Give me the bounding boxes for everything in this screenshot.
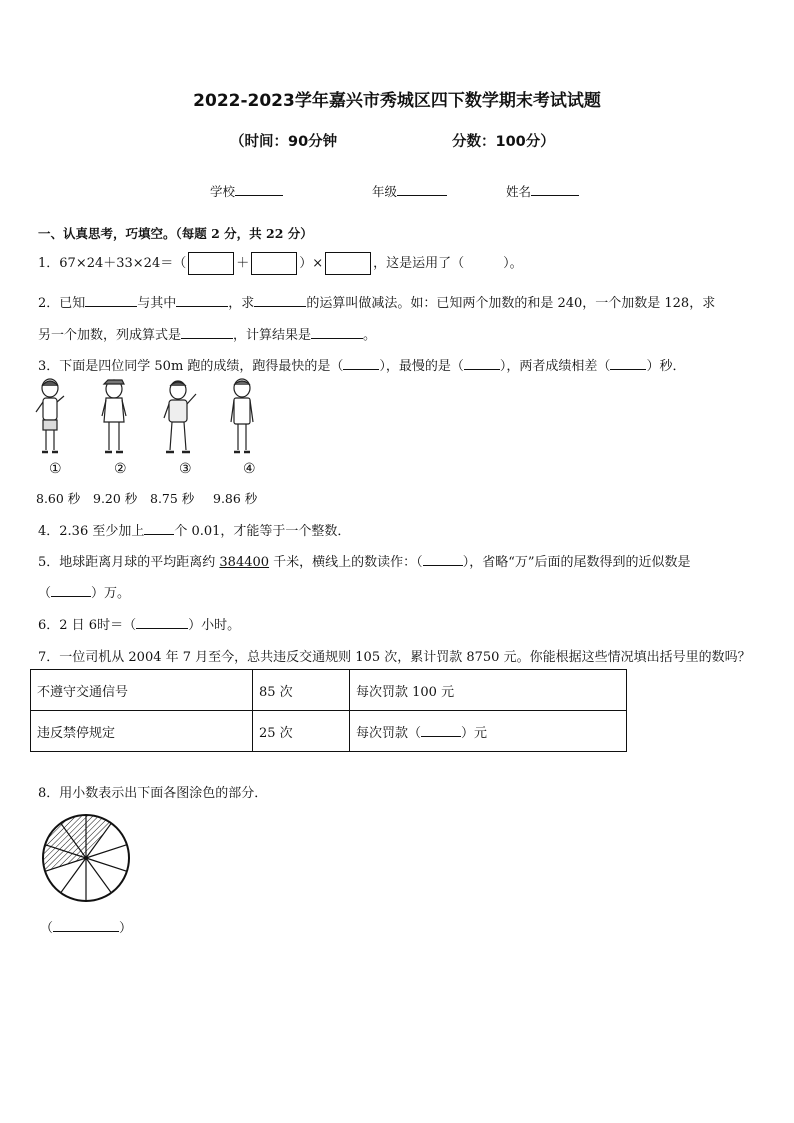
question-5-line-2 <box>38 582 130 601</box>
q3-text: ）秒． <box>646 359 686 374</box>
student-time-4: 9.86 秒 <box>213 491 258 506</box>
question-2-line-2 <box>38 324 376 343</box>
question-3 <box>38 355 685 374</box>
q3-blank-2[interactable] <box>464 357 500 370</box>
question-7: 7．一位司机从 2004 年 7 月至今，总共违反交通规则 105 次，累计罚款 8750 元。你能根据这些情况填出括号里的数吗？ <box>38 650 751 665</box>
q6-text: ）小时。 <box>188 618 241 633</box>
q1-box-2[interactable] <box>251 252 297 275</box>
q2-text: 与其中 <box>137 296 177 311</box>
q3-blank-1[interactable] <box>343 357 379 370</box>
student-label-4: ④ <box>243 461 256 477</box>
student-time-2: 9.20 秒 <box>93 491 138 506</box>
q7-fine-text: 每次罚款（ <box>356 725 422 741</box>
table-cell: 不遵守交通信号 <box>31 670 253 711</box>
q5-text: （ <box>38 586 52 601</box>
q5-blank-1[interactable] <box>423 553 463 566</box>
student-time-1: 8.60 秒 <box>36 491 81 506</box>
q5-underlined-number: 384400 <box>219 555 270 570</box>
student-label-1: ① <box>49 461 62 477</box>
table-cell <box>350 711 627 752</box>
students-illustration <box>28 378 278 458</box>
q5-blank-2[interactable] <box>51 584 91 597</box>
student-label-2: ② <box>114 461 127 477</box>
q2-text: 2．已知 <box>38 296 86 311</box>
q1-box-1[interactable] <box>188 252 234 275</box>
student-time-3: 8.75 秒 <box>150 491 195 506</box>
name-field[interactable] <box>506 182 579 200</box>
q2-text: 另一个加数，列成算式是 <box>38 328 182 343</box>
q3-text: 3．下面是四位同学 50m 跑的成绩，跑得最快的是（ <box>38 359 344 374</box>
exam-score: 分数：100分） <box>452 134 555 150</box>
q1-text-pre: 1．67×24＋33×24＝（ <box>38 256 187 271</box>
shaded-circle-figure <box>40 812 132 904</box>
question-6 <box>38 614 240 633</box>
student-label-3: ③ <box>179 461 192 477</box>
school-field[interactable] <box>210 182 283 200</box>
q1-box-3[interactable] <box>325 252 371 275</box>
q2-blank-1[interactable] <box>85 294 137 307</box>
q4-blank[interactable] <box>144 522 174 535</box>
grade-label: 年级 <box>372 184 398 199</box>
q3-text: ），最慢的是（ <box>379 359 464 374</box>
q1-plus: ＋ <box>236 256 250 271</box>
q8-answer <box>40 917 132 936</box>
school-label: 学校 <box>210 184 236 199</box>
q2-text: 的运算叫做减法。如：已知两个加数的和是 240，一个加数是 128，求 <box>306 296 716 311</box>
page-title: 2022-2023学年嘉兴市秀城区四下数学期末考试试题 <box>193 91 601 111</box>
table-cell: 每次罚款 100 元 <box>350 670 627 711</box>
q2-blank-2[interactable] <box>176 294 228 307</box>
q1-text-post: ，这是运用了（ ）。 <box>373 256 523 271</box>
q5-text: ）万。 <box>91 586 131 601</box>
q6-blank[interactable] <box>136 616 188 629</box>
q2-blank-3[interactable] <box>254 294 306 307</box>
q2-blank-5[interactable] <box>311 326 363 339</box>
question-2-line-1 <box>38 292 715 311</box>
school-blank[interactable] <box>235 183 283 196</box>
q3-blank-3[interactable] <box>610 357 646 370</box>
table-row <box>31 670 627 711</box>
q8-paren-open: （ <box>40 921 54 936</box>
name-blank[interactable] <box>531 183 579 196</box>
q7-table <box>30 669 627 752</box>
q5-text: ），省略“万”后面的尾数得到的近似数是 <box>462 555 691 570</box>
q8-blank[interactable] <box>53 919 119 932</box>
table-row <box>31 711 627 752</box>
student-1-figure <box>36 379 64 452</box>
question-1 <box>38 252 523 275</box>
q3-text: ），两者成绩相差（ <box>499 359 611 374</box>
table-cell: 85 次 <box>253 670 350 711</box>
question-4 <box>38 520 350 539</box>
section-heading: 一、认真思考，巧填空。（每题 2 分，共 22 分） <box>38 226 313 241</box>
q5-text: 千米，横线上的数读作：（ <box>269 555 423 570</box>
grade-blank[interactable] <box>397 183 447 196</box>
q4-text: 4．2.36 至少加上 <box>38 524 145 539</box>
table-cell: 违反禁停规定 <box>31 711 253 752</box>
table-cell: 25 次 <box>253 711 350 752</box>
q2-text: ，求 <box>228 296 255 311</box>
question-5-line-1 <box>38 551 690 570</box>
grade-field[interactable] <box>372 182 447 200</box>
exam-time: （时间：90分钟 <box>230 134 338 150</box>
q4-text: 个 0.01，才能等于一个整数． <box>174 524 351 539</box>
q2-blank-4[interactable] <box>181 326 233 339</box>
q8-paren-close: ） <box>119 921 133 936</box>
q6-text: 6．2 日 6时＝（ <box>38 618 137 633</box>
q2-text: 。 <box>363 328 377 343</box>
q5-text: 5．地球距离月球的平均距离约 <box>38 555 220 570</box>
q7-fine-text-end: ）元 <box>461 725 488 741</box>
student-3-figure <box>164 381 196 452</box>
student-4-figure <box>231 379 253 452</box>
q2-text: ，计算结果是 <box>233 328 312 343</box>
q7-blank[interactable] <box>421 724 461 737</box>
q1-times: ）× <box>299 256 324 271</box>
student-2-figure <box>102 380 126 452</box>
question-8: 8．用小数表示出下面各图涂色的部分． <box>38 786 268 801</box>
name-label: 姓名 <box>506 184 532 199</box>
